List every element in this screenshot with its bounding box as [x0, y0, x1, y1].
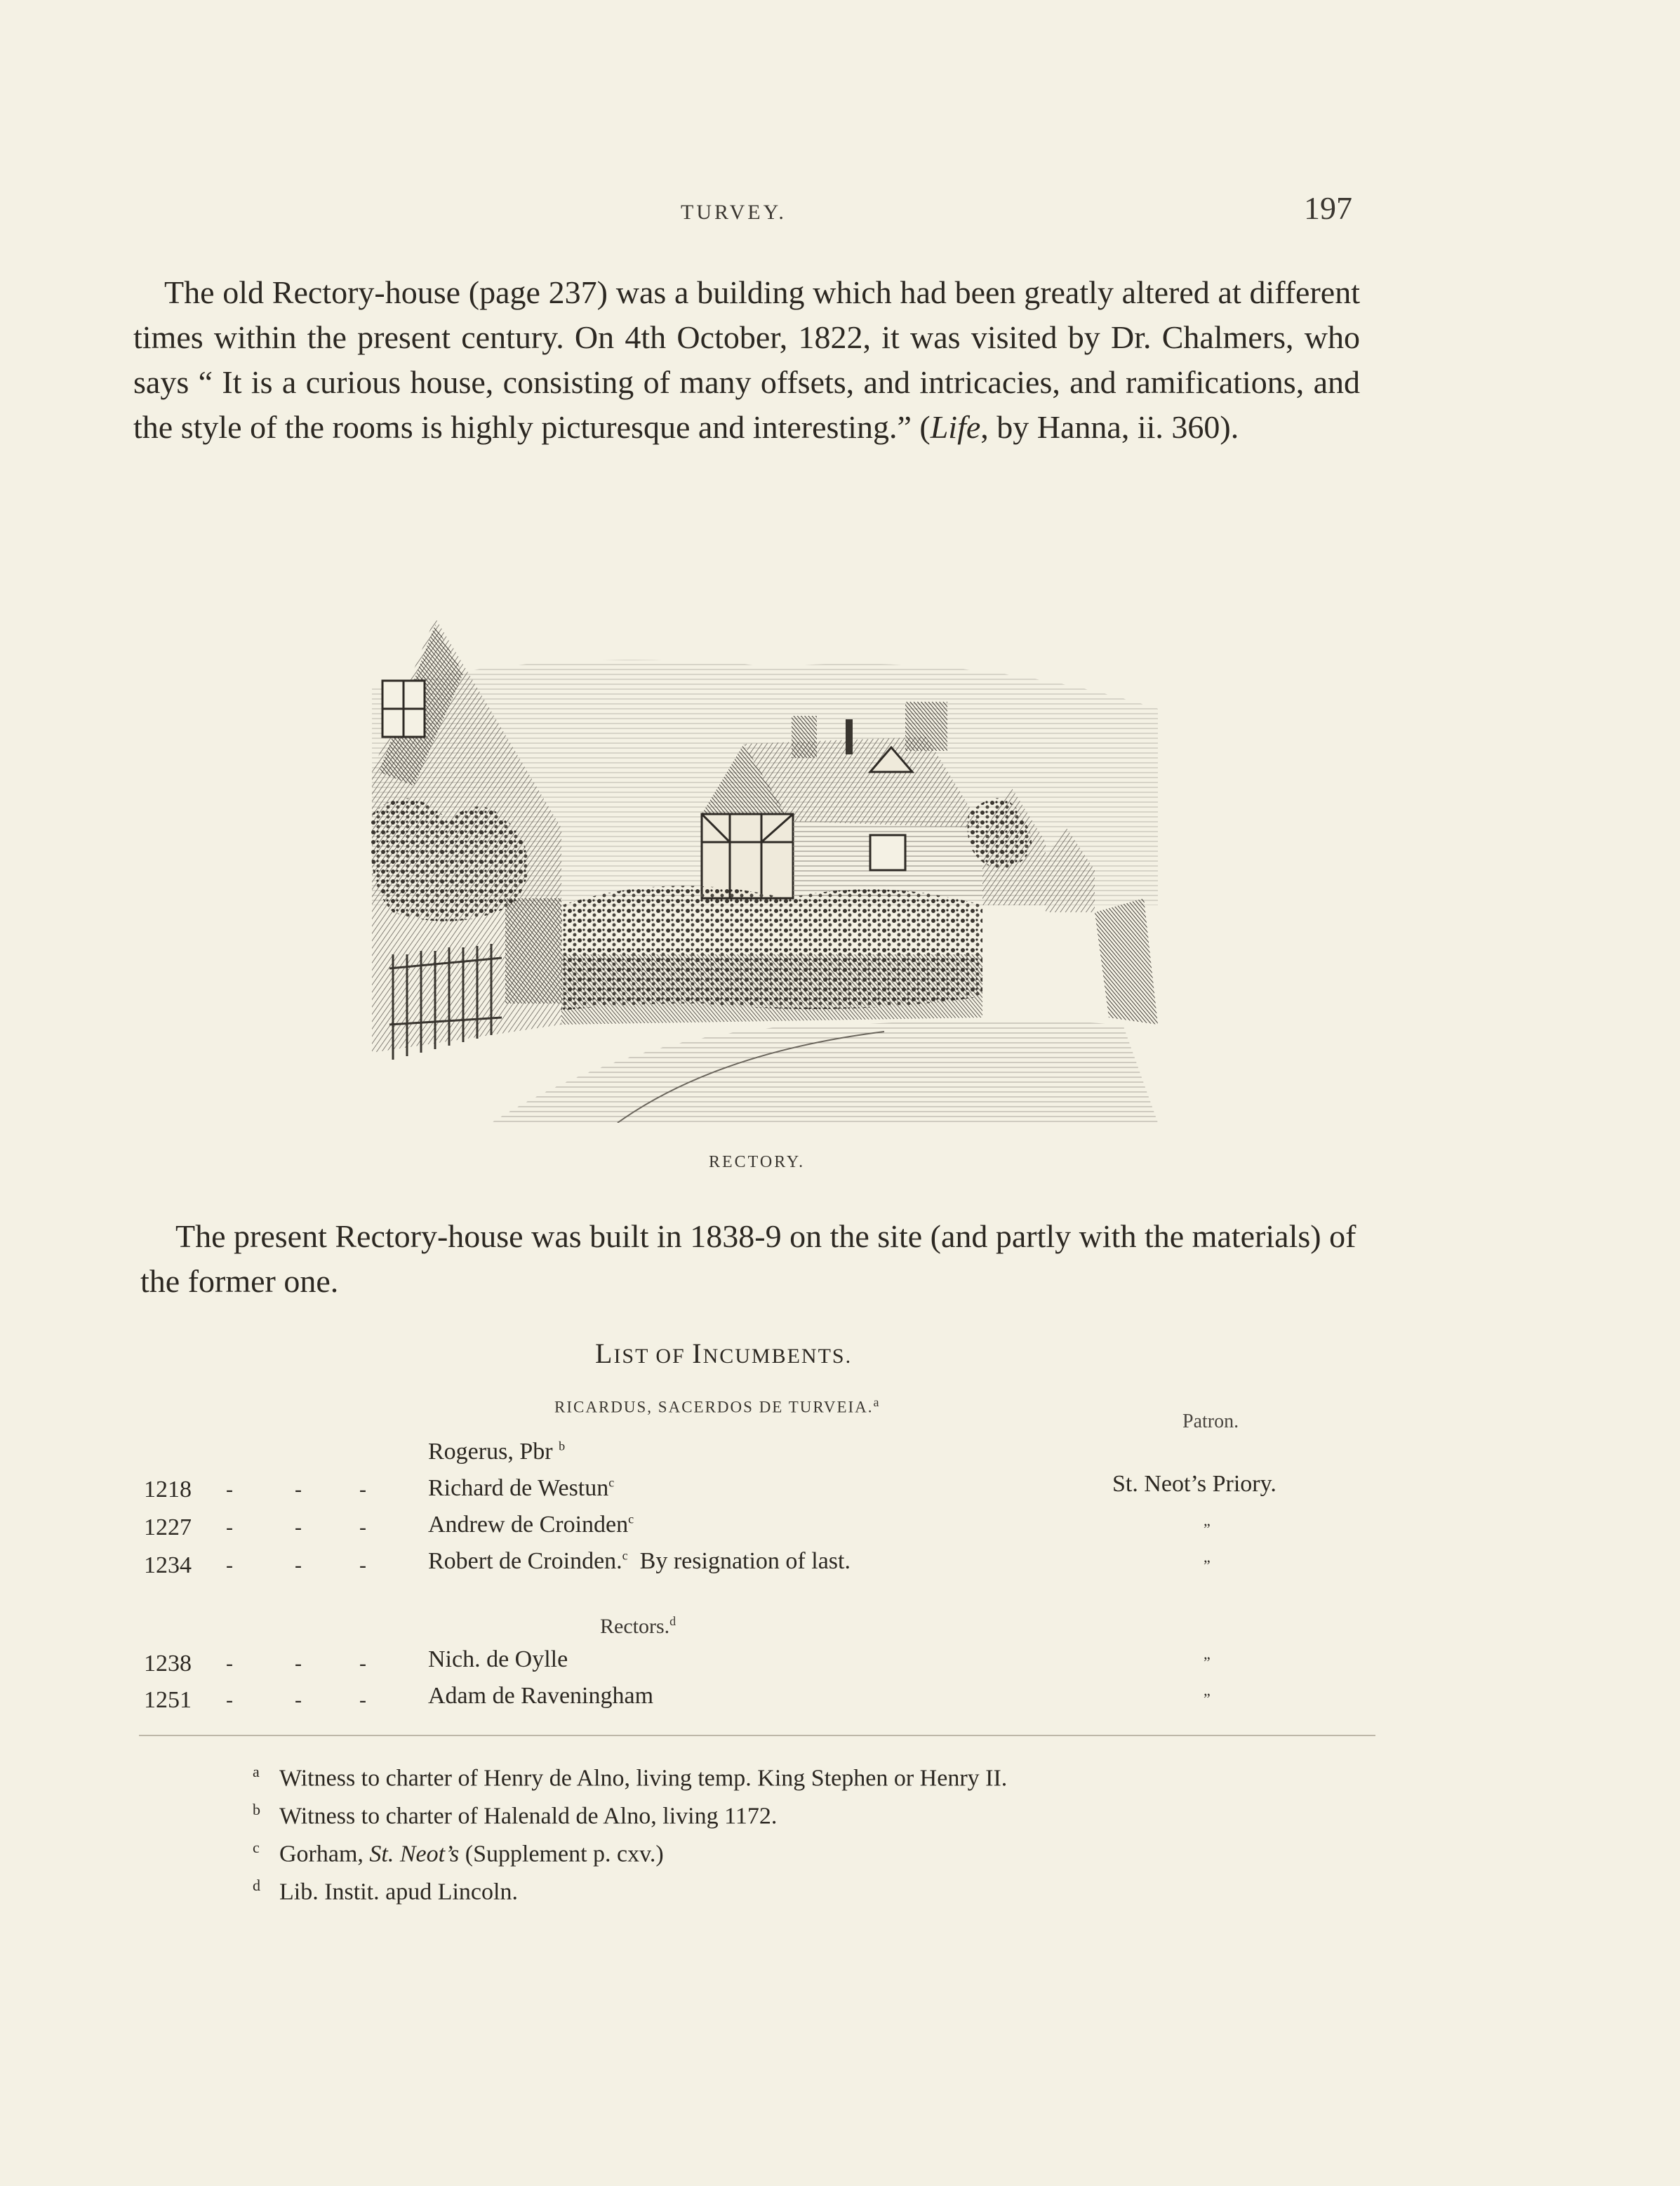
leader-dash: - [295, 1478, 302, 1501]
rectors-label-text: Rectors. [600, 1615, 670, 1638]
subheading-footnote-mark: a [873, 1395, 881, 1409]
footnote-mark: c [628, 1512, 634, 1526]
ditto-mark: ” [1204, 1653, 1211, 1671]
rector-year: 1251 [144, 1687, 192, 1713]
footnote-a [253, 1763, 1007, 1792]
leader-dash: - [226, 1554, 233, 1577]
footnote-text: Witness to charter of Henry de Alno, living temp. King Stephen or Henry II. [279, 1765, 1008, 1792]
ditto-mark: ” [1204, 1690, 1211, 1707]
leader-dash: - [295, 1652, 302, 1675]
list-subheading [554, 1395, 881, 1417]
leader-dash: - [359, 1478, 366, 1501]
paragraph-text-end: , by Hanna, ii. 360). [980, 409, 1239, 445]
incumbent-name-text: Richard de Westun [428, 1475, 609, 1501]
list-heading-part2: NCUMBENTS. [702, 1345, 853, 1368]
footnote-text: Witness to charter of Halenald de Alno, living 1172. [279, 1803, 778, 1830]
incumbent-year: 1218 [144, 1477, 192, 1502]
leader-dash: - [359, 1652, 366, 1675]
leader-dash: - [295, 1688, 302, 1712]
footnote-mark: c [622, 1548, 628, 1563]
leader-dash: - [295, 1554, 302, 1577]
footnote-mark: c [608, 1475, 615, 1490]
page-number: 197 [1304, 190, 1352, 226]
incumbent-patron: St. Neot’s Priory. [1112, 1471, 1276, 1497]
footnote-rule [139, 1735, 1375, 1736]
rector-year: 1238 [144, 1651, 192, 1677]
list-heading-part1: IST OF [613, 1345, 693, 1368]
incumbent-year: 1234 [144, 1552, 192, 1578]
rectory-engraving [351, 604, 1165, 1123]
incumbent-name [428, 1512, 634, 1538]
incumbent-name [428, 1548, 851, 1575]
leader-dash: - [226, 1516, 233, 1539]
italic-title: Life [930, 409, 981, 445]
incumbent-year: 1227 [144, 1514, 192, 1540]
footnote-mark: c [253, 1839, 260, 1856]
ditto-mark: ” [1204, 1557, 1211, 1574]
footnote-mark: b [559, 1439, 566, 1453]
incumbent-note: By resignation of last. [639, 1548, 851, 1574]
paragraph-text: The old Rectory-house (page 237) was a building which had been greatly altered at different times within the present century. On 4th October, 1822, it was visited by Dr. Chalmers, who says “ It is a curious house, consisting of many offsets, and intricacies, and ramifications, and the style of the rooms is highly picturesque and interesting.” ( [133, 274, 1360, 445]
list-heading [595, 1337, 852, 1370]
rector-name: Nich. de Oylle [428, 1646, 568, 1672]
footnote-mark: d [253, 1877, 260, 1894]
leader-dash: - [226, 1688, 233, 1712]
footnote-text: Lib. Instit. apud Lincoln. [279, 1879, 518, 1905]
footnote-b [253, 1801, 777, 1830]
footnote-d [253, 1877, 518, 1905]
leader-dash: - [359, 1554, 366, 1577]
list-heading-cap-l: L [595, 1338, 614, 1369]
leader-dash: - [295, 1516, 302, 1539]
ditto-mark: ” [1204, 1520, 1211, 1538]
subheading-text: RICARDUS, SACERDOS DE TURVEIA. [554, 1398, 874, 1416]
leader-dash: - [226, 1652, 233, 1675]
paragraph-present-rectory: The present Rectory-house was built in 1838-9 on the site (and partly with the materials) of the former one. [140, 1218, 1356, 1299]
footnote-text-end: (Supplement p. cxv.) [459, 1841, 664, 1867]
footnote-mark: a [253, 1763, 260, 1780]
footnote-mark: b [253, 1801, 260, 1818]
incumbent-name-text: Robert de Croinden. [428, 1548, 622, 1574]
footnote-c [253, 1839, 664, 1867]
paragraph-old-rectory [133, 270, 1360, 450]
incumbent-name-text: Andrew de Croinden [428, 1512, 629, 1538]
incumbent-name-text: Rogerus, Pbr [428, 1439, 553, 1465]
rectors-label [600, 1614, 676, 1639]
patron-column-heading: Patron. [1182, 1411, 1239, 1432]
footnote-mark: d [669, 1614, 676, 1628]
footnote-text: Gorham, [279, 1841, 370, 1867]
footnote-italic: St. Neot’s [369, 1841, 460, 1867]
incumbent-name [428, 1439, 565, 1465]
list-heading-cap-i: I [692, 1338, 703, 1369]
leader-dash: - [359, 1516, 366, 1539]
rector-name: Adam de Raveningham [428, 1683, 654, 1709]
incumbent-name [428, 1475, 614, 1502]
illustration-caption: RECTORY. [709, 1153, 806, 1171]
leader-dash: - [359, 1688, 366, 1712]
running-header: TURVEY. [681, 201, 787, 224]
leader-dash: - [226, 1478, 233, 1501]
